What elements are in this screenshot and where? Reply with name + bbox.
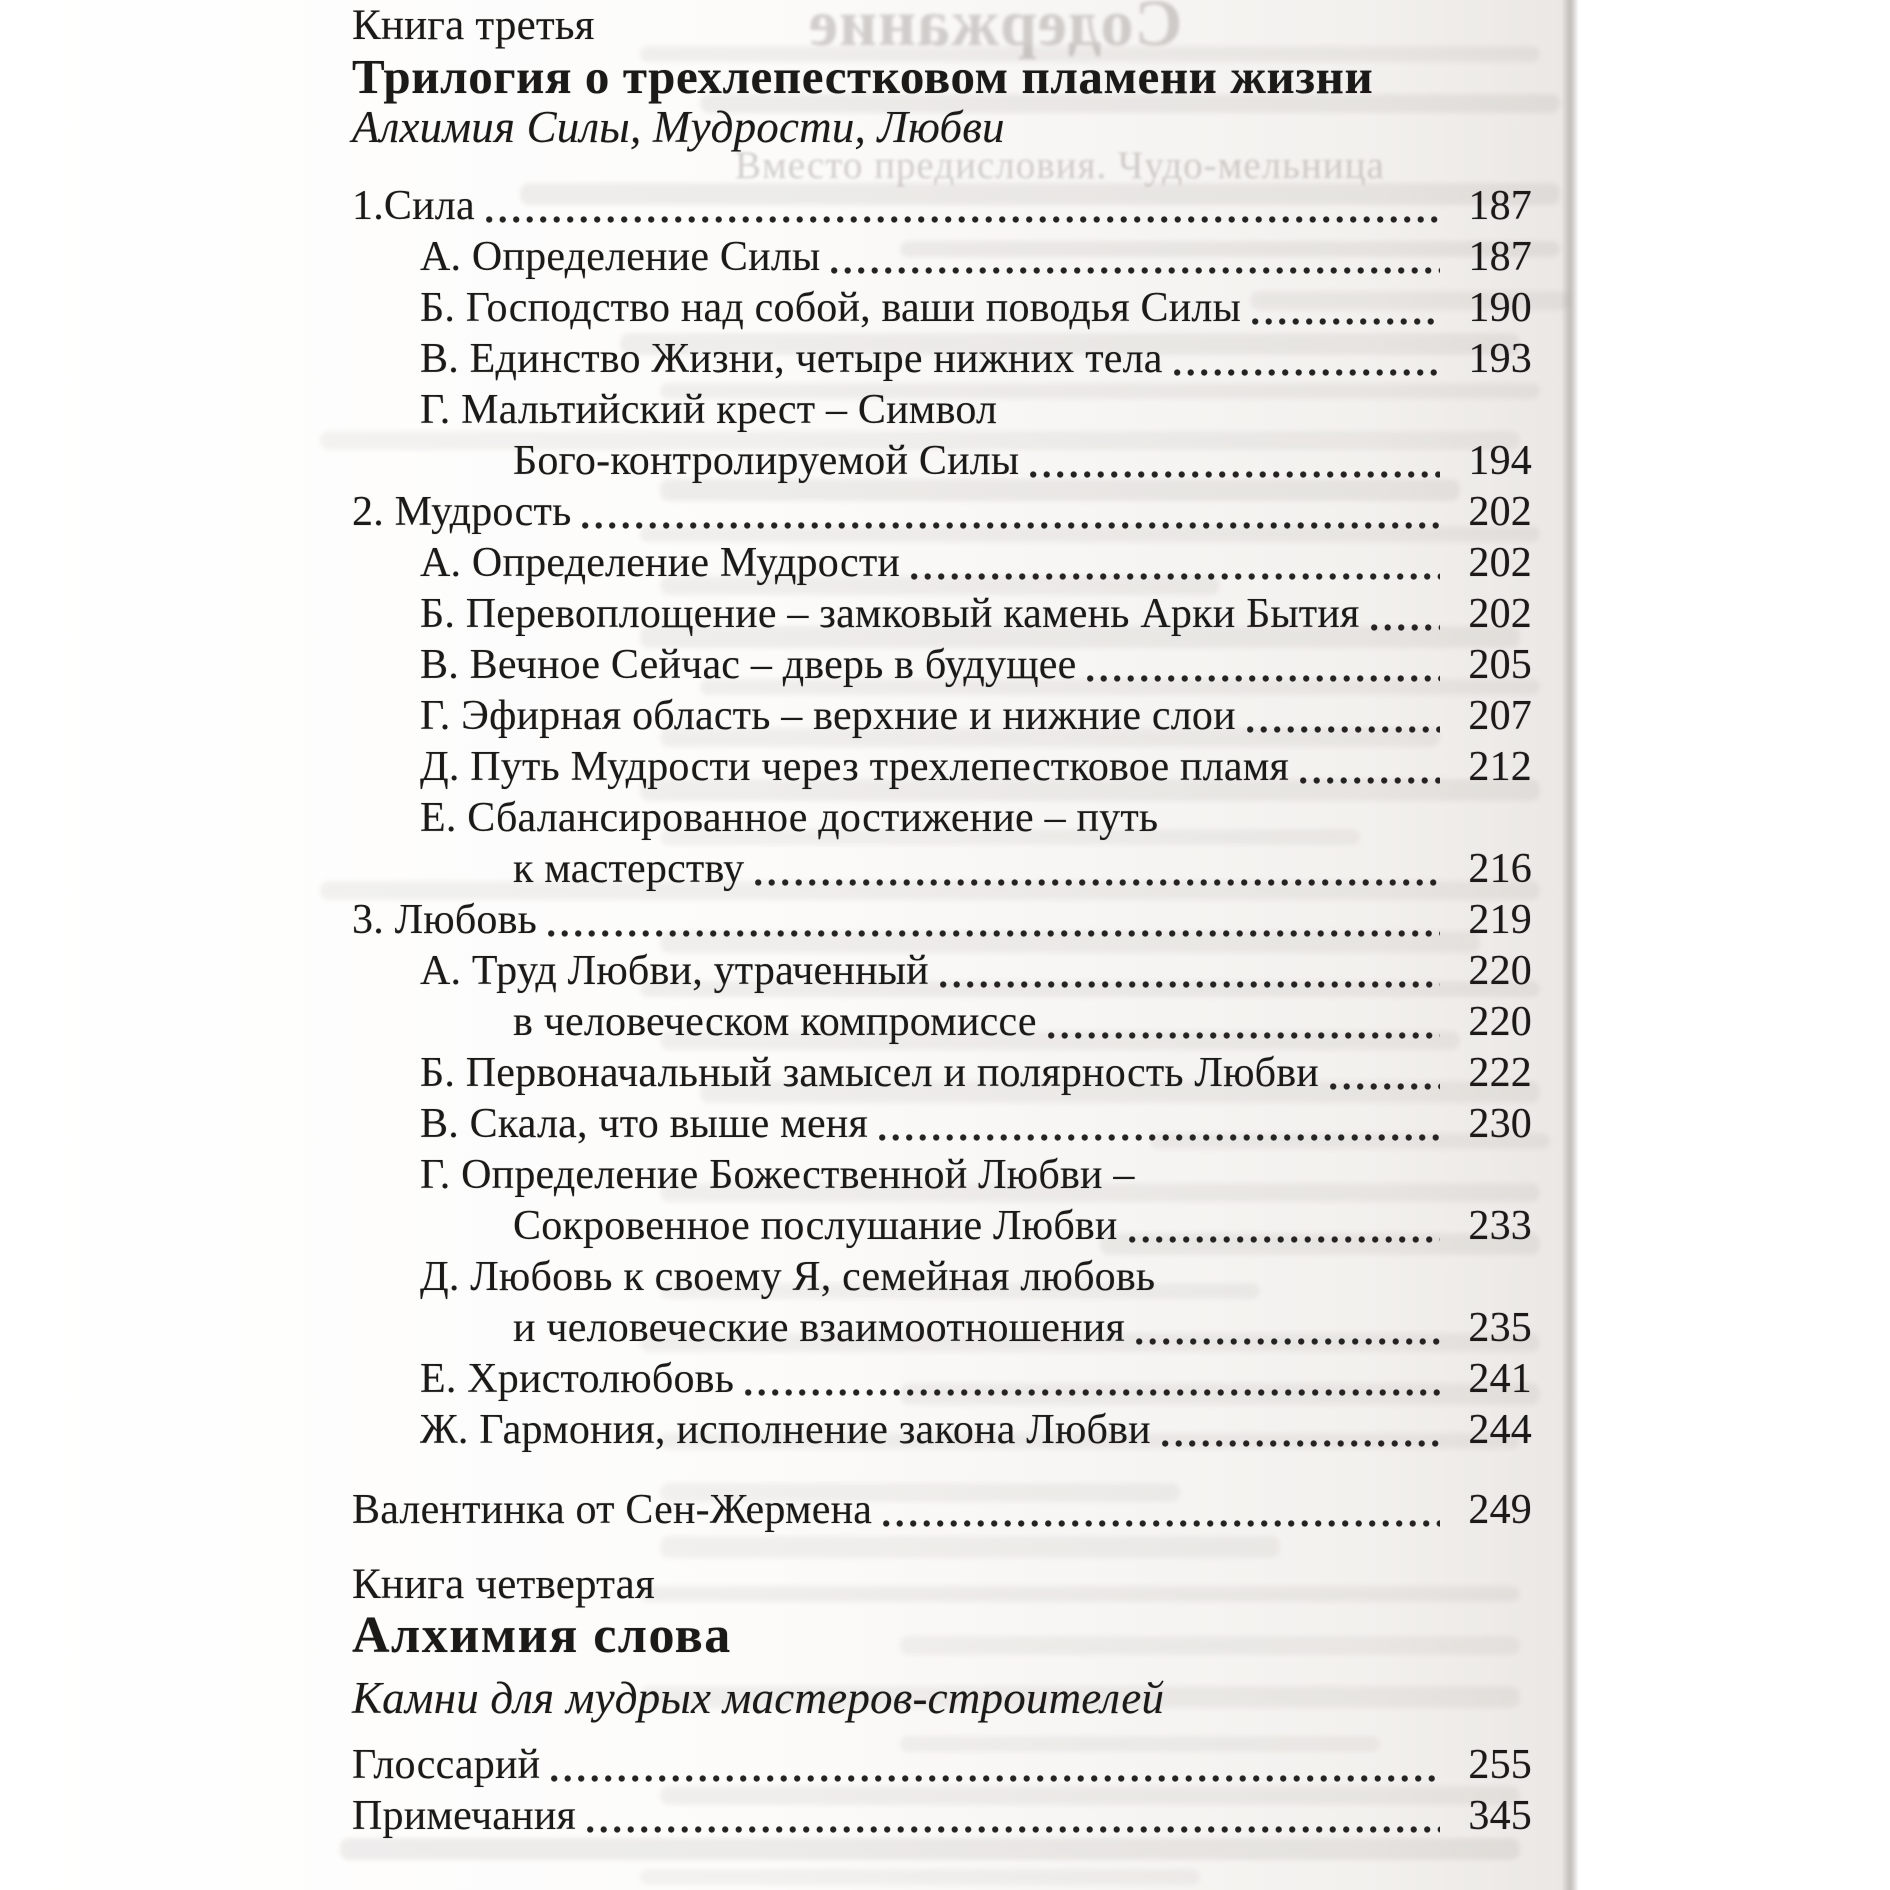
toc-entry (352, 1791, 1532, 1842)
toc-dot-leader (1129, 1234, 1440, 1245)
toc-entry (352, 691, 1532, 742)
toc-page-number: 235 (1468, 1305, 1532, 1351)
toc-entry-label: А. Определение Силы (420, 234, 821, 280)
toc-entry (352, 997, 1532, 1048)
toc-entry-label: Ж. Гармония, исполнение закона Любви (420, 1407, 1151, 1453)
toc-dot-leader (587, 1824, 1440, 1835)
toc-heading (352, 1673, 1532, 1724)
toc-entry-label: Г. Определение Божественной Любви – (420, 1152, 1135, 1198)
toc-dot-leader (1371, 622, 1440, 633)
toc-entry-label: Б. Первоначальный замысел и полярность Любви (420, 1050, 1319, 1096)
toc-entry-label: Трилогия о трехлепестковом пламени жизни (352, 49, 1374, 104)
toc-entry (352, 1150, 1532, 1201)
toc-page-number: 233 (1468, 1203, 1532, 1249)
toc-page-number: 190 (1468, 285, 1532, 331)
toc-page-number: 193 (1468, 336, 1532, 382)
toc-page-number: 194 (1468, 438, 1532, 484)
toc-page-number: 202 (1468, 540, 1532, 586)
toc-entry-label: к мастерству (513, 846, 745, 892)
toc-entry (352, 844, 1532, 895)
toc-entry (352, 589, 1532, 640)
toc-entry (352, 1405, 1532, 1456)
toc-entry (352, 487, 1532, 538)
toc-entry-label: Е. Христолюбовь (420, 1356, 735, 1402)
toc-entry-label: 2. Мудрость (352, 489, 572, 535)
toc-entry (352, 793, 1532, 844)
toc-entry-label: Алхимия слова (352, 1607, 732, 1664)
toc-dot-leader (831, 265, 1440, 276)
toc-entry-label: 1.Сила (352, 183, 475, 229)
toc-entry (352, 334, 1532, 385)
toc-entry-label: А. Труд Любви, утраченный (420, 948, 929, 994)
toc-entry (352, 181, 1532, 232)
toc-dot-leader (1030, 469, 1440, 480)
toc-dot-leader (1247, 724, 1440, 735)
toc-page-number: 216 (1468, 846, 1532, 892)
toc-entry-label: Д. Любовь к своему Я, семейная любовь (420, 1254, 1156, 1300)
toc-page-number: 249 (1468, 1487, 1532, 1533)
toc-entry-label: Бого-контролируемой Силы (513, 438, 1020, 484)
toc-page-number: 255 (1468, 1742, 1532, 1788)
toc-page-number: 230 (1468, 1101, 1532, 1147)
toc-entry (352, 385, 1532, 436)
toc-entry-label: А. Определение Мудрости (420, 540, 901, 586)
toc-page-number: 345 (1468, 1793, 1532, 1839)
toc-dot-leader (1174, 367, 1440, 378)
toc-entry-label: В. Скала, что выше меня (420, 1101, 868, 1147)
toc-entry (352, 1740, 1532, 1791)
toc-entry-label: Камни для мудрых мастеров-строителей (352, 1673, 1165, 1723)
toc-entry (352, 232, 1532, 283)
toc-dot-leader (879, 1132, 1440, 1143)
toc-dot-leader (1252, 316, 1440, 327)
toc-entry-label: Книга четвертая (352, 1561, 655, 1608)
toc-entry-label: Г. Эфирная область – верхние и нижние слои (420, 693, 1236, 739)
toc-dot-leader (883, 1518, 1440, 1529)
toc-entry-label: Глоссарий (352, 1742, 541, 1788)
toc-entry (352, 1201, 1532, 1252)
toc-entry-label: Алхимия Силы, Мудрости, Любви (352, 102, 1005, 152)
toc-dot-leader (911, 571, 1440, 582)
toc-heading (352, 102, 1532, 153)
toc-entry (352, 1252, 1532, 1303)
toc-entry (352, 1354, 1532, 1405)
toc-dot-leader (1048, 1030, 1440, 1041)
toc-dot-leader (1087, 673, 1440, 684)
toc-entry-label: В. Единство Жизни, четыре нижних тела (420, 336, 1163, 382)
toc-dot-leader (582, 520, 1440, 531)
toc-page-number: 187 (1468, 234, 1532, 280)
toc-dot-leader (745, 1387, 1440, 1398)
bleed-through-line: Вместо предисловия. Чудо-мельница (735, 144, 1385, 187)
toc-entry-label: и человеческие взаимоотношения (513, 1305, 1126, 1351)
toc-page-number: 207 (1468, 693, 1532, 739)
toc-heading (352, 0, 1532, 51)
toc-dot-leader (1136, 1336, 1440, 1347)
toc-entry-label: Сокровенное послушание Любви (513, 1203, 1118, 1249)
toc-dot-leader (548, 928, 1440, 939)
toc-dot-leader (940, 979, 1440, 990)
toc-page-number: 219 (1468, 897, 1532, 943)
toc-entry-label: Б. Перевоплощение – замковый камень Арки Бытия (420, 591, 1360, 637)
toc-page-number: 212 (1468, 744, 1532, 790)
toc-entry (352, 1048, 1532, 1099)
toc-page-number: 187 (1468, 183, 1532, 229)
toc-page-number: 202 (1468, 489, 1532, 535)
toc-dot-leader (1330, 1081, 1440, 1092)
toc-entry-label: Г. Мальтийский крест – Символ (420, 387, 998, 433)
toc-entry (352, 1099, 1532, 1150)
toc-entry-label: Е. Сбалансированное достижение – путь (420, 795, 1159, 841)
toc-page-number: 220 (1468, 948, 1532, 994)
toc-entry-label: в человеческом компромиссе (513, 999, 1037, 1045)
toc-heading (352, 1559, 1532, 1610)
toc-page-number: 205 (1468, 642, 1532, 688)
bleed-through-smudge (640, 1869, 1200, 1885)
toc-dot-leader (551, 1773, 1440, 1784)
table-of-contents (352, 0, 1532, 1842)
toc-entry (352, 283, 1532, 334)
toc-page-number: 202 (1468, 591, 1532, 637)
toc-page-number: 241 (1468, 1356, 1532, 1402)
toc-entry-label: 3. Любовь (352, 897, 538, 943)
toc-dot-leader (755, 877, 1440, 888)
toc-entry-label: Книга третья (352, 2, 595, 49)
toc-entry-label: Примечания (352, 1793, 577, 1839)
toc-dot-leader (1162, 1438, 1440, 1449)
toc-entry (352, 1303, 1532, 1354)
toc-heading (352, 1607, 1532, 1664)
toc-page-number: 220 (1468, 999, 1532, 1045)
toc-page-number: 244 (1468, 1407, 1532, 1453)
toc-dot-leader (486, 214, 1440, 225)
toc-entry-label: Валентинка от Сен-Жермена (352, 1487, 873, 1533)
bleed-through-heading: Содержание (807, 0, 1183, 60)
toc-entry (352, 946, 1532, 997)
toc-entry (352, 436, 1532, 487)
toc-entry (352, 640, 1532, 691)
toc-entry-label: В. Вечное Сейчас – дверь в будущее (420, 642, 1077, 688)
toc-entry (352, 742, 1532, 793)
toc-entry (352, 1485, 1532, 1536)
toc-dot-leader (1300, 775, 1440, 786)
toc-page-number: 222 (1468, 1050, 1532, 1096)
toc-entry-label: Д. Путь Мудрости через трехлепестковое пламя (420, 744, 1290, 790)
toc-entry (352, 538, 1532, 589)
toc-entry-label: Б. Господство над собой, ваши поводья Силы (420, 285, 1242, 331)
toc-heading (352, 51, 1532, 102)
toc-entry (352, 895, 1532, 946)
